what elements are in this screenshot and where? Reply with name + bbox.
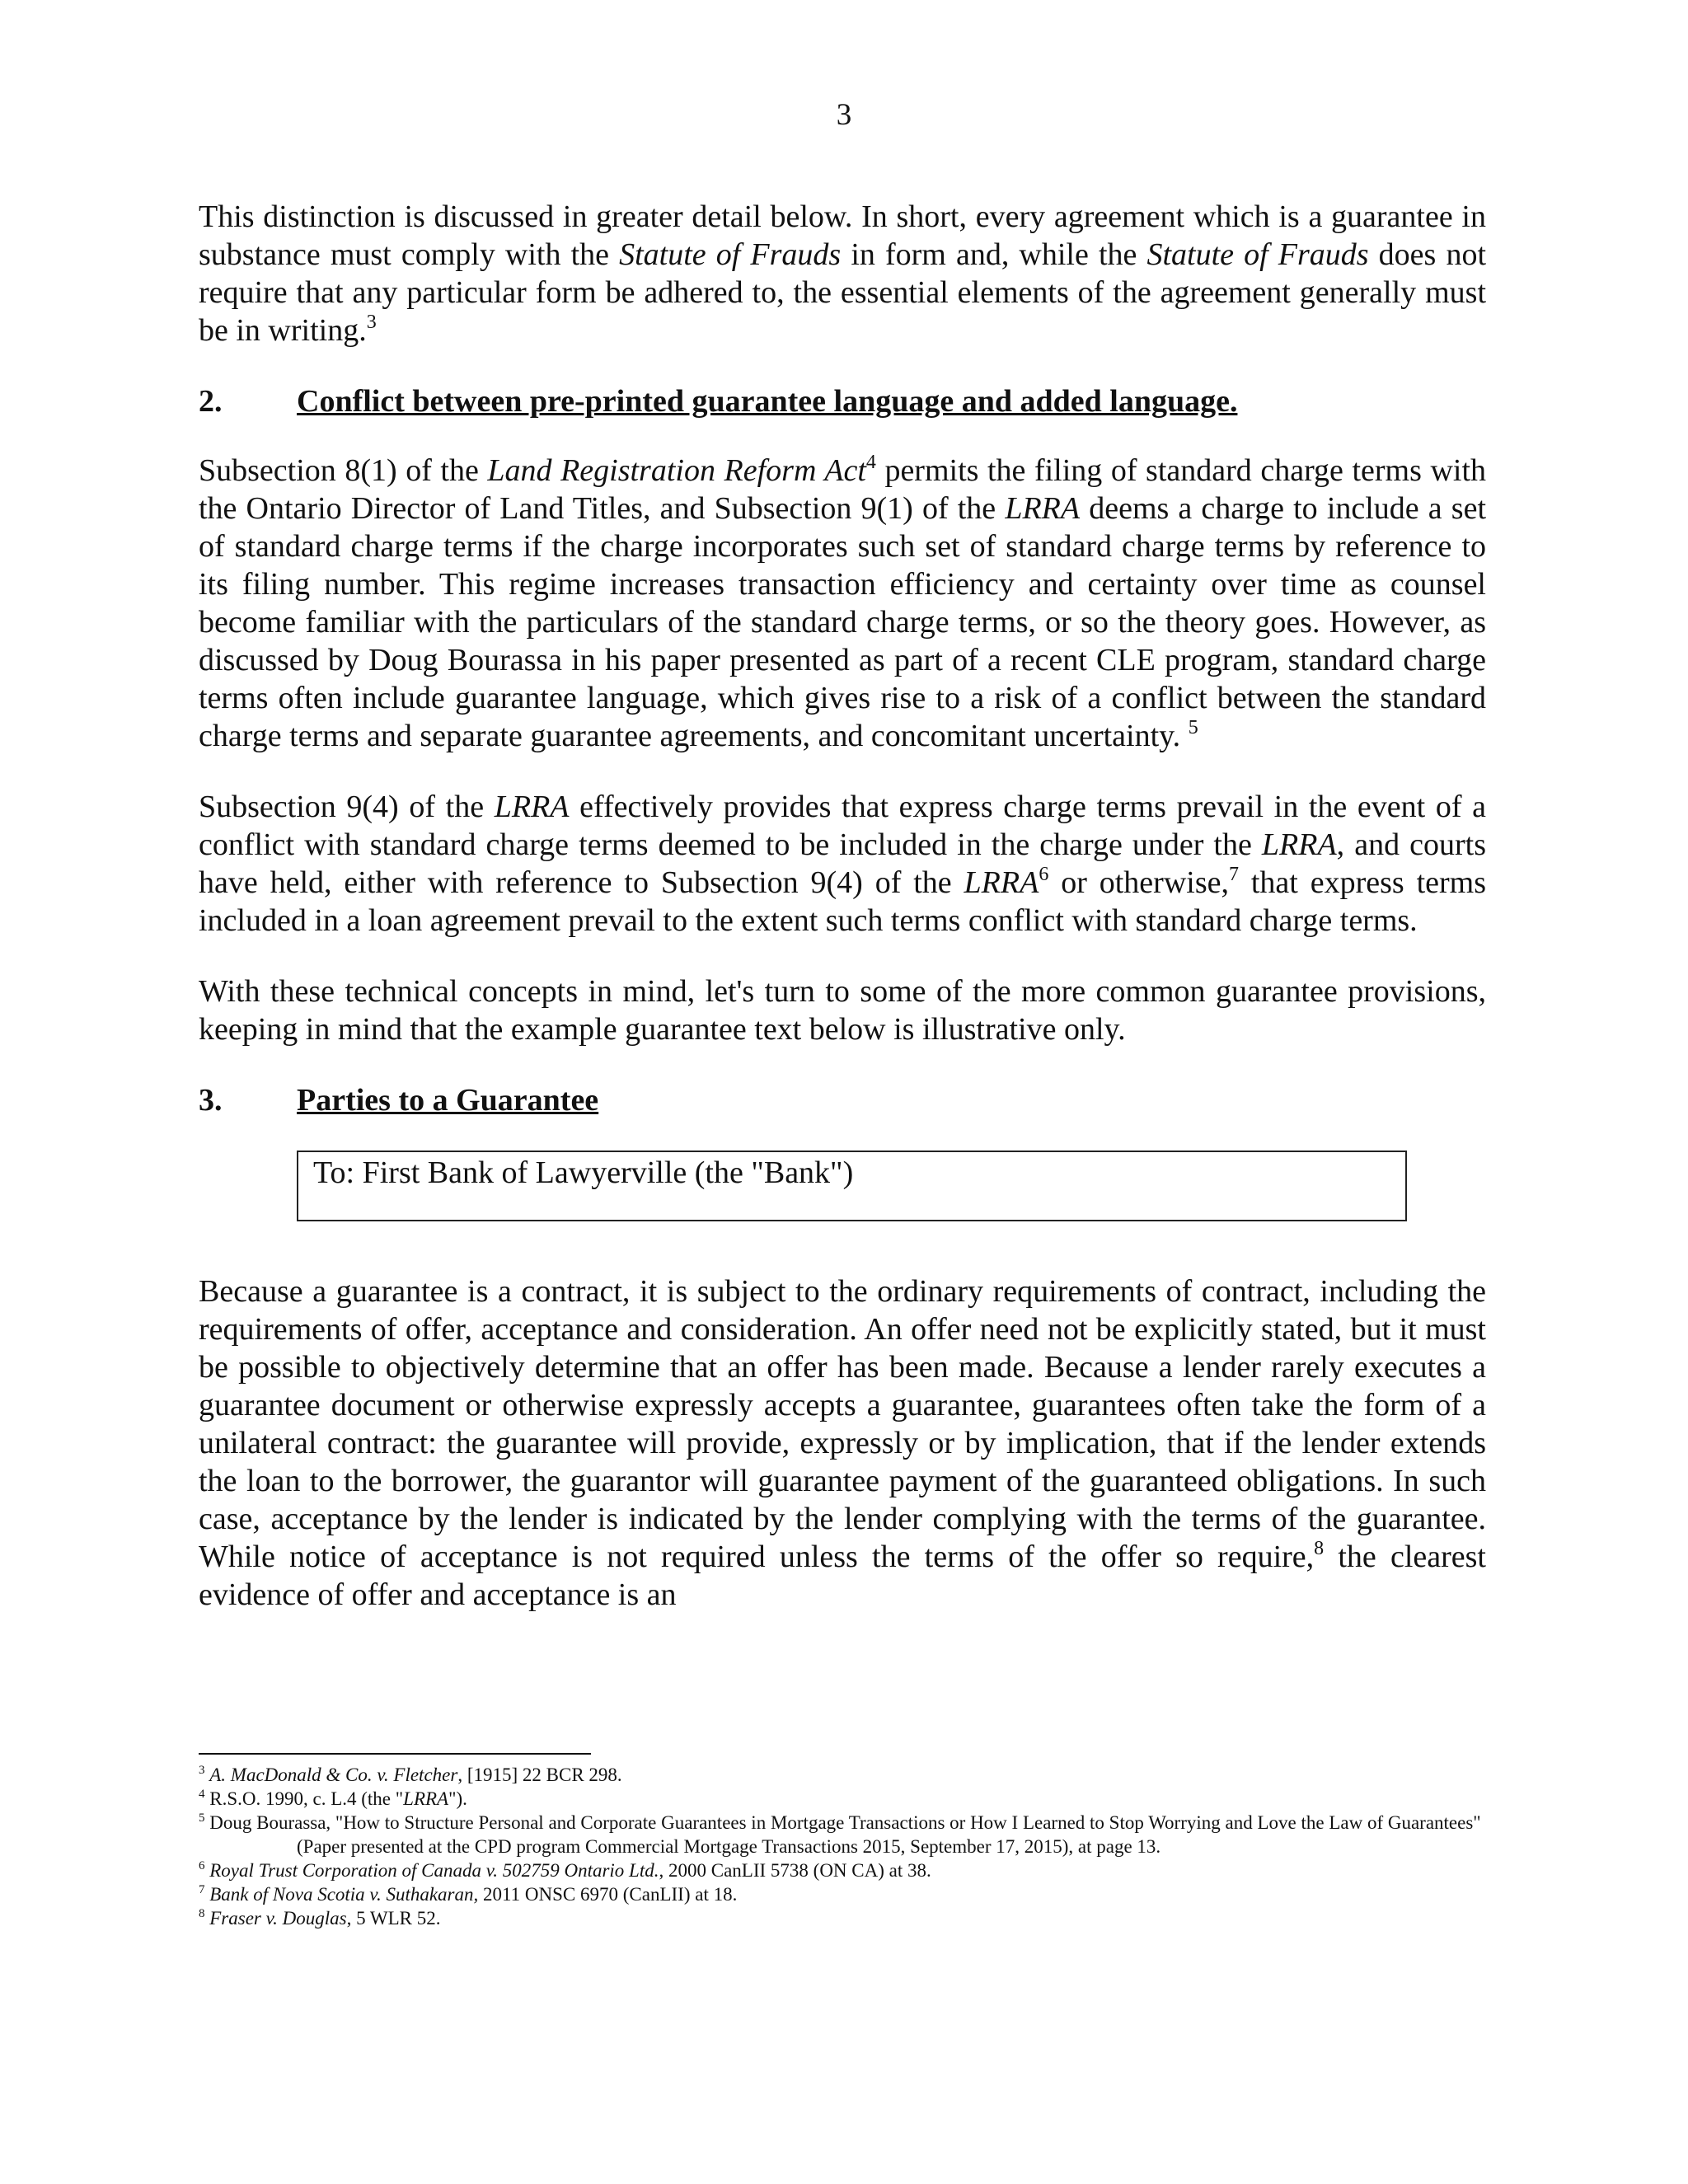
footnote-number: 8	[199, 1907, 205, 1920]
italic-run: Statute of Frauds	[619, 237, 842, 272]
paragraph-technical-concepts: With these technical concepts in mind, let's turn to some of the more common guarantee provisions, keeping in mind that the example guarantee text below is illustrative only.	[199, 974, 1486, 1047]
section-heading-3	[199, 1081, 1486, 1119]
footnote-number: 7	[199, 1883, 205, 1896]
text-run: in form and, while the	[841, 237, 1147, 272]
text-run: the clearest evidence of offer and acceptance is an	[199, 1540, 1486, 1612]
italic-run: Land Registration Reform Act	[487, 453, 866, 488]
italic-run: LRRA	[1261, 827, 1337, 862]
text-run: permits the filing of standard charge terms with the Ontario Director of Land Titles, and Subsection 9(1) of the	[199, 453, 1486, 526]
text-run: , and courts have held, either with reference to Subsection 9(4) of the	[199, 827, 1486, 900]
text-run: Subsection 9(4) of the	[199, 790, 495, 824]
page-number: 3	[836, 98, 852, 132]
footnote-ref-4[interactable]: 4	[865, 452, 876, 473]
footnote-text: Doug Bourassa, "How to Structure Personal and Corporate Guarantees in Mortgage Transactions or How I Learned to Stop Worrying and Love the Law of Guarantees" (Paper presented at the CPD program Commercial Mortgage Transactions 2015, September 17, 2015), at page 13.	[209, 1812, 1481, 1857]
guarantee-example-box: To: First Bank of Lawyerville (the "Bank")	[297, 1151, 1407, 1221]
footnote-text: , [1915] 22 BCR 298.	[457, 1765, 622, 1785]
section-number: 3.	[199, 1083, 223, 1118]
footnote-ref-3[interactable]: 3	[366, 312, 377, 333]
footnote-ref-5[interactable]: 5	[1188, 717, 1198, 738]
section-title: Conflict between pre-printed guarantee language and added language.	[297, 384, 1238, 419]
footnote-8	[199, 1906, 1486, 1930]
paragraph-contract-requirements	[199, 1272, 1486, 1614]
text-run: does not require that any particular form be adhered to, the essential elements of the agreement generally must be in writing.	[199, 237, 1486, 348]
footnotes-section	[199, 1753, 1486, 1930]
footnote-5	[199, 1811, 1486, 1858]
section-title: Parties to a Guarantee	[297, 1083, 599, 1118]
footnote-case-name: Bank of Nova Scotia v. Suthakaran,	[209, 1884, 479, 1905]
italic-run: LRRA	[494, 790, 570, 824]
text-run: deems a charge to include a set of standard charge terms if the charge incorporates such set of standard charge terms by reference to its filing number. This regime increases transaction efficiency and certainty over time as counsel become familiar with the particulars of the standard charge terms, or so the theory goes. However, as discussed by Doug Bourassa in his paper presented as part of a recent CLE program, standard charge terms often include guarantee language, which gives rise to a risk of a conflict between the standard charge terms and separate guarantee agreements, and concomitant uncertainty.	[199, 491, 1486, 753]
section-number: 2.	[199, 384, 223, 419]
footnote-case-name: Fraser v. Douglas	[209, 1908, 347, 1929]
footnote-ref-8[interactable]: 8	[1314, 1538, 1325, 1559]
text-run: This distinction is discussed in greater detail below. In short, every agreement which is a guarantee in substance must comply with the	[199, 199, 1486, 272]
text-run: or otherwise,	[1048, 865, 1229, 900]
footnote-text: 2011 ONSC 6970 (CanLII) at 18.	[478, 1884, 738, 1905]
footnote-number: 3	[199, 1764, 205, 1777]
text-run: that express terms included in a loan agreement prevail to the extent such terms conflict with standard charge terms.	[199, 865, 1486, 938]
italic-run: Statute of Frauds	[1146, 237, 1369, 272]
section-heading-2	[199, 382, 1486, 420]
footnote-number: 4	[199, 1788, 205, 1801]
paragraph-standard-charge-terms	[199, 452, 1486, 755]
italic-run: LRRA	[964, 865, 1039, 900]
footnote-abbrev: LRRA	[403, 1788, 449, 1809]
footnote-text: R.S.O. 1990, c. L.4 (the "	[209, 1788, 404, 1809]
text-run: effectively provides that express charge terms prevail in the event of a conflict with standard charge terms deemed to be included in the charge under the	[199, 790, 1487, 862]
paragraph-distinction	[199, 198, 1486, 349]
footnote-case-name: Royal Trust Corporation of Canada v. 502759 Ontario Ltd.	[209, 1860, 659, 1881]
footnote-text: ").	[448, 1788, 467, 1809]
text-run: Because a guarantee is a contract, it is subject to the ordinary requirements of contract, including the requirements of offer, acceptance and consideration. An offer need not be explicitly stated, but it must be possible to objectively determine that an offer has been made. Because a lender rarely executes a guarantee document or otherwise expressly accepts a guarantee, guarantees often take the form of a unilateral contract: the guarantee will provide, expressly or by implication, that if the lender extends the loan to the borrower, the guarantor will guarantee payment of the guaranteed obligations. In such case, acceptance by the lender is indicated by the lender complying with the terms of the guarantee. While notice of acceptance is not required unless the terms of the offer so require,	[199, 1274, 1486, 1574]
footnote-7	[199, 1882, 1486, 1906]
footnote-6	[199, 1858, 1486, 1882]
footnote-case-name: A. MacDonald & Co. v. Fletcher	[209, 1765, 458, 1785]
footnote-divider	[199, 1753, 591, 1755]
paragraph-express-terms	[199, 788, 1486, 940]
footnote-ref-6[interactable]: 6	[1039, 864, 1049, 885]
footnote-text: , 2000 CanLII 5738 (ON CA) at 38.	[659, 1860, 931, 1881]
text-run: Subsection 8(1) of the	[199, 453, 488, 488]
footnote-ref-7[interactable]: 7	[1228, 864, 1239, 885]
document-body	[199, 198, 1486, 1647]
footnote-number: 6	[199, 1859, 205, 1872]
italic-run: LRRA	[1005, 491, 1081, 526]
footnote-text: , 5 WLR 52.	[346, 1908, 441, 1929]
footnote-3	[199, 1763, 1486, 1787]
footnote-4	[199, 1787, 1486, 1811]
footnote-number: 5	[199, 1811, 205, 1825]
